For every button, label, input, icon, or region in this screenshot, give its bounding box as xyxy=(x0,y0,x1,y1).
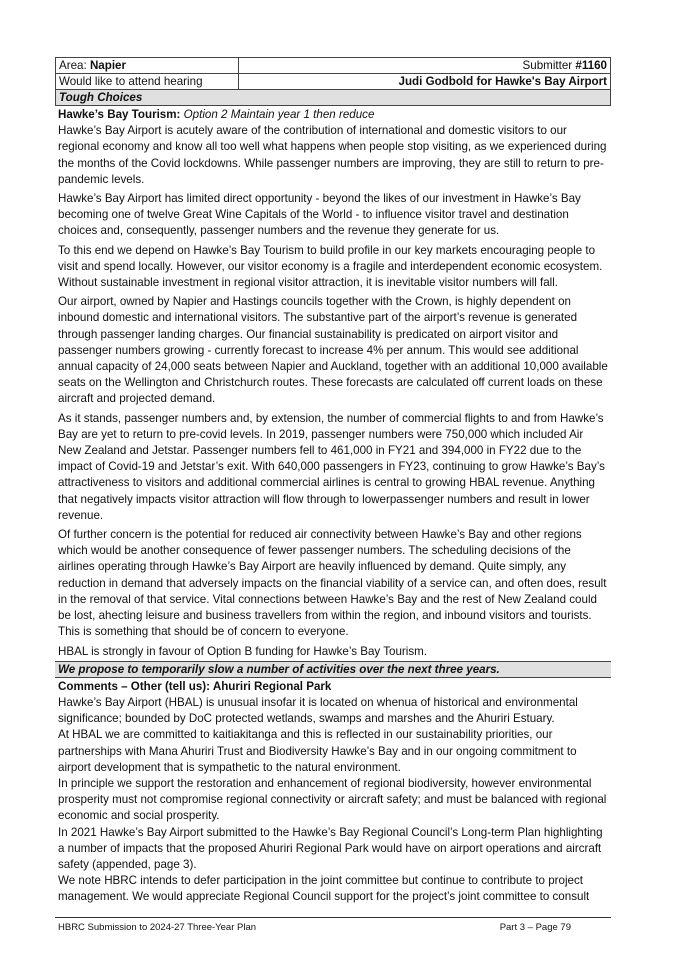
submitter-label: Submitter xyxy=(522,59,576,72)
paragraph: At HBAL we are committed to kaitiakitanga and this is reflected in our sustainability priorities, our partnerships with Mana Ahuriri Trust and Biodiversity Hawke’s Bay and in our ongoing commitment to airport development that is sympathetic to the natural environment. xyxy=(58,728,577,774)
footer-title: HBRC Submission to 2024-27 Three-Year Plan xyxy=(58,922,257,933)
paragraph: HBAL is strongly in favour of Option B funding for Hawke’s Bay Tourism. xyxy=(58,644,428,658)
submitter-cell xyxy=(239,58,611,74)
section-tough-choices xyxy=(55,90,611,660)
footer-page-number: Part 3 – Page 79 xyxy=(499,922,571,933)
area-cell xyxy=(56,58,239,74)
section-subheading xyxy=(55,107,611,123)
paragraph: To this end we depend on Hawke’s Bay Tourism to build profile in our key markets encouraging people to visit and spend locally. However, our visitor economy is a fragile and interdependent economic ecosystem. Without sustainable investment in regional visitor attraction, it is inevitable visitor numbers will fall. xyxy=(58,243,603,290)
submitter-name: Judi Godbold for Hawke's Bay Airport xyxy=(398,75,607,88)
page-footer xyxy=(55,917,611,933)
section-subheading: Comments – Other (tell us): Ahuriri Regional Park xyxy=(58,679,332,693)
hearing-cell xyxy=(56,74,239,90)
section-title: Tough Choices xyxy=(55,90,611,106)
submitter-number: #1160 xyxy=(575,59,607,72)
paragraph: We note HBRC intends to defer participation in the joint committee but continue to contribute to project management. We would appreciate Regional Council support for the project’s joint committee to consult xyxy=(58,874,590,904)
subheading-label: Hawke’s Bay Tourism: xyxy=(58,108,181,121)
paragraph: Hawke’s Bay Airport (HBAL) is unusual insofar it is located on whenua of historical and environmental significance; bounded by DoC protected wetlands, swamps and marshes and the Ahuriri Estuary. xyxy=(58,695,578,726)
paragraph: Of further concern is the potential for reduced air connectivity between Hawke’s Bay and other regions which would be another consequence of fewer passenger numbers. The scheduling decisions of the airlines operating through Hawke’s Bay Airport are heavily influenced by demand. Quite simply, any reduction in demand that adversely impacts on the financial viability of a service can, and often does, result in the removal of that service. Vital connections between Hawke’s Bay and the rest of New Zealand could be lost, ahecting leisure and business travellers from within the region, and inbound visitors and tourists. This is something that should be of concern to everyone. xyxy=(58,528,607,639)
submitter-name-cell xyxy=(239,74,611,90)
area-label: Area: xyxy=(59,59,90,72)
paragraph: Hawke’s Bay Airport has limited direct opportunity - beyond the likes of our investment in Hawke’s Bay becoming one of twelve Great Wine Capitals of the World - to influence visitor travel and destination choices and, consequently, passenger numbers and the revenue they generate for us. xyxy=(58,192,581,238)
section-title: We propose to temporarily slow a number of activities over the next three years. xyxy=(55,661,611,678)
document-page xyxy=(55,57,611,906)
paragraph: Hawke’s Bay Airport is acutely aware of the contribution of international and domestic visitors to our regional economy and know all too well what happens when people stop visiting, as we experienced during the months of the Covid lockdowns. While passenger numbers are improving, they are still to return to pre-pandemic levels. xyxy=(58,124,607,186)
submission-header-table xyxy=(55,57,611,90)
paragraph: Our airport, owned by Napier and Hastings councils together with the Crown, is highly dependent on inbound domestic and international visitors. The substantive part of the airport’s revenue is generated through passenger landing charges. Our financial sustainability is predicated on airport visitor and passenger numbers growing - currently forecast to increase 4% per annum. This would see additional annual capacity of 24,000 seats between Napier and Auckland, together with an additional 10,000 available seats on the Wellington and Christchurch routes. These forecasts are calculated off current loads on these aircraft and projected demand. xyxy=(58,295,608,406)
hearing-text: Would like to attend hearing xyxy=(59,75,203,88)
paragraph: In principle we support the restoration and enhancement of regional biodiversity, however environmental prosperity must not compromise regional connectivity or aircraft safety; and must be balanced with regional economic and social prosperity. xyxy=(58,776,607,823)
section-activities xyxy=(55,661,611,906)
area-value: Napier xyxy=(89,59,127,72)
paragraph: In 2021 Hawke’s Bay Airport submitted to the Hawke’s Bay Regional Council’s Long-term Plan highlighting a number of impacts that the proposed Ahuriri Regional Park would have on airport operations and aircraft safety (appended, page 3). xyxy=(58,825,603,871)
subheading-option: Option 2 Maintain year 1 then reduce xyxy=(180,108,375,121)
paragraph: As it stands, passenger numbers and, by extension, the number of commercial flights to and from Hawke’s Bay are yet to return to pre-covid levels. In 2019, passenger numbers were 750,000 which included Air New Zealand and Jetstar. Passenger numbers fell to 461,000 in FY21 and 394,000 in FY22 due to the impact of Covid-19 and Jetstar’s exit. With 640,000 passengers in FY23, continuing to grow Hawke’s Bay’s attractiveness to visitors and additional commercial airlines is central to growing HBAL revenue. Anything that negatively impacts visitor attraction will flow through to lowerpassenger numbers and result in lower revenue. xyxy=(58,411,605,522)
